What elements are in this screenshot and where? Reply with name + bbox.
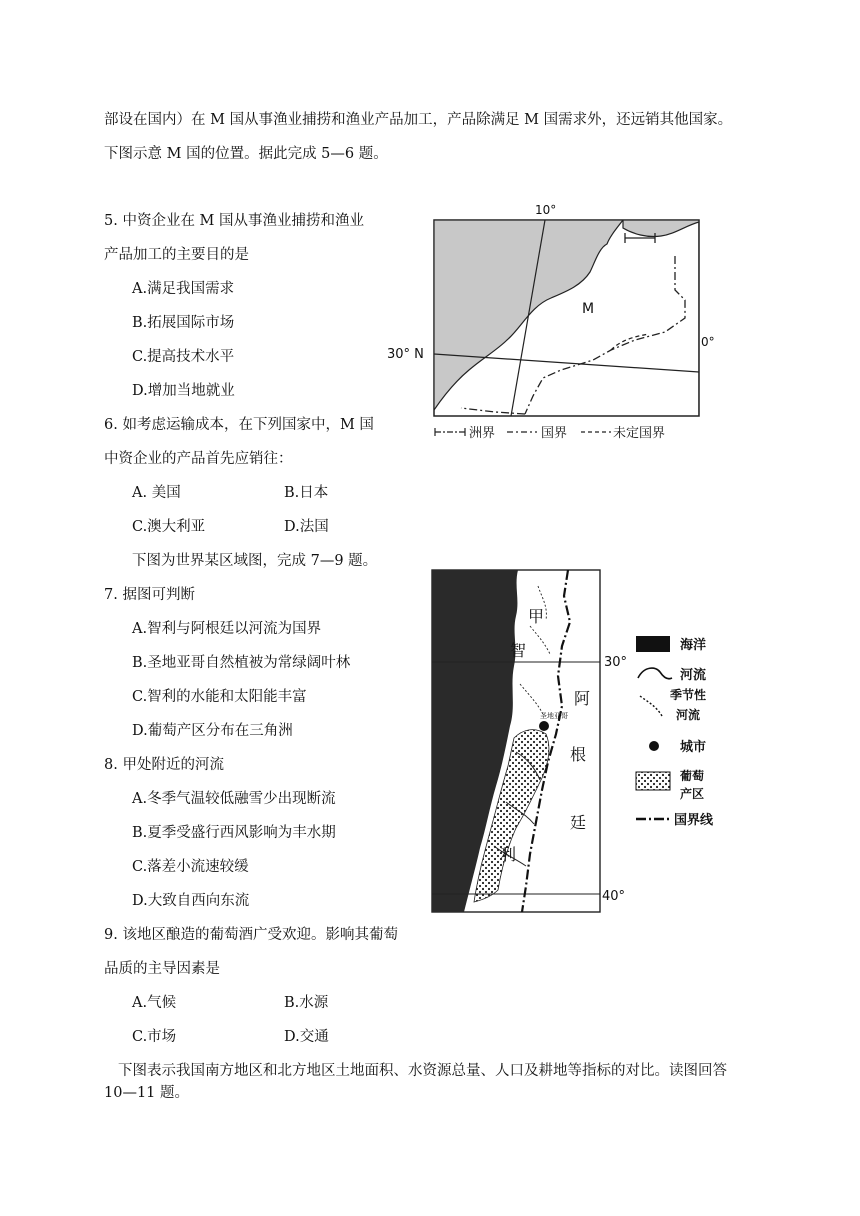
map-chile-region xyxy=(430,566,730,916)
q9-option-b: B.水源 xyxy=(284,995,329,1011)
map1-legend xyxy=(435,425,665,440)
legend-city: 城市 xyxy=(680,740,707,755)
q8-option-b: B.夏季受盛行西风影响为丰水期 xyxy=(132,825,336,841)
q6-stem-line-2: 中资企业的产品首先应销往： xyxy=(104,451,293,467)
q5-option-a: A.满足我国需求 xyxy=(132,281,235,297)
q9-option-d: D.交通 xyxy=(284,1029,329,1045)
map2-label-jia: 甲 xyxy=(528,607,545,626)
legend-grape-1: 葡萄 xyxy=(680,769,705,783)
q5-option-c: C.提高技术水平 xyxy=(132,349,235,365)
intro-line-2: 下图示意 M 国的位置。据此完成 5—6 题。 xyxy=(104,146,388,162)
map2-legend xyxy=(636,636,714,828)
q8-stem: 8. 甲处附近的河流 xyxy=(104,757,224,773)
q7-option-a: A.智利与阿根廷以河流为国界 xyxy=(132,621,322,637)
q7-stem: 7. 据图可判断 xyxy=(104,587,195,603)
q6-option-d: D.法国 xyxy=(284,519,329,535)
q8-option-a: A.冬季气温较低融雪少出现断流 xyxy=(132,791,336,807)
legend-river: 河流 xyxy=(680,668,707,683)
q5-option-d: D.增加当地就业 xyxy=(132,383,235,399)
q6-option-a: A. 美国 xyxy=(132,485,181,501)
legend-seasonal-1: 季节性 xyxy=(670,688,707,702)
map2-label-city: 圣地亚哥 xyxy=(540,712,568,720)
map2-label-ting: 廷 xyxy=(570,813,587,832)
q7-option-c: C.智利的水能和太阳能丰富 xyxy=(132,689,307,705)
map1-lon-label: 10° xyxy=(535,203,557,217)
q5-stem-line-1: 5. 中资企业在 M 国从事渔业捕捞和渔业 xyxy=(104,213,365,229)
map1-legend-undefined: 未定国界 xyxy=(613,426,666,440)
q6-option-b: B.日本 xyxy=(284,485,329,501)
map2-label-zhi: 智 xyxy=(510,641,527,660)
map2-lat-bottom-label: 40° xyxy=(602,889,626,904)
outro-line-1: 下图表示我国南方地区和北方地区土地面积、水资源总量、人口及耕地等指标的对比。读图回答 xyxy=(118,1063,727,1079)
legend-ocean: 海洋 xyxy=(680,638,707,653)
q5-stem-line-2: 产品加工的主要目的是 xyxy=(104,247,249,263)
q7-option-d: D.葡萄产区分布在三角洲 xyxy=(132,723,293,739)
q9-stem-line-1: 9. 该地区酿造的葡萄酒广受欢迎。影响其葡萄 xyxy=(104,927,398,943)
legend-grape-2: 产区 xyxy=(680,787,705,801)
map-m-country xyxy=(385,200,715,440)
q9-option-c: C.市场 xyxy=(132,1029,177,1045)
q5-option-b: B.拓展国际市场 xyxy=(132,315,235,331)
q8-option-c: C.落差小流速较缓 xyxy=(132,859,249,875)
q6-stem-line-1: 6. 如考虑运输成本，在下列国家中，M 国 xyxy=(104,417,374,433)
map2-lat-top-label: 30° xyxy=(604,655,628,670)
legend-seasonal-2: 河流 xyxy=(676,708,701,722)
intro-7-9: 下图为世界某区域图，完成 7—9 题。 xyxy=(132,553,378,569)
map2-city-santiago xyxy=(539,721,549,731)
legend-border: 国界线 xyxy=(674,813,714,828)
q7-option-b: B.圣地亚哥自然植被为常绿阔叶林 xyxy=(132,655,351,671)
map1-legend-continent: 洲界 xyxy=(469,426,496,440)
map2-label-gen: 根 xyxy=(570,745,587,764)
map1-lat-label: 30° N xyxy=(387,347,424,362)
map2-label-li: 利 xyxy=(500,845,517,864)
map1-legend-national: 国界 xyxy=(541,426,568,440)
map1-country-label: M xyxy=(582,301,595,317)
outro-line-2: 10—11 题。 xyxy=(104,1085,190,1101)
map2-label-a: 阿 xyxy=(574,689,591,708)
q9-option-a: A.气候 xyxy=(132,995,177,1011)
map1-lon0-label: 0° xyxy=(701,335,715,349)
q6-option-c: C.澳大利亚 xyxy=(132,519,206,535)
q9-stem-line-2: 品质的主导因素是 xyxy=(104,961,220,977)
intro-line-1: 部设在国内）在 M 国从事渔业捕捞和渔业产品加工，产品除满足 M 国需求外，还远销其他国家。 xyxy=(104,112,733,128)
q8-option-d: D.大致自西向东流 xyxy=(132,893,250,909)
